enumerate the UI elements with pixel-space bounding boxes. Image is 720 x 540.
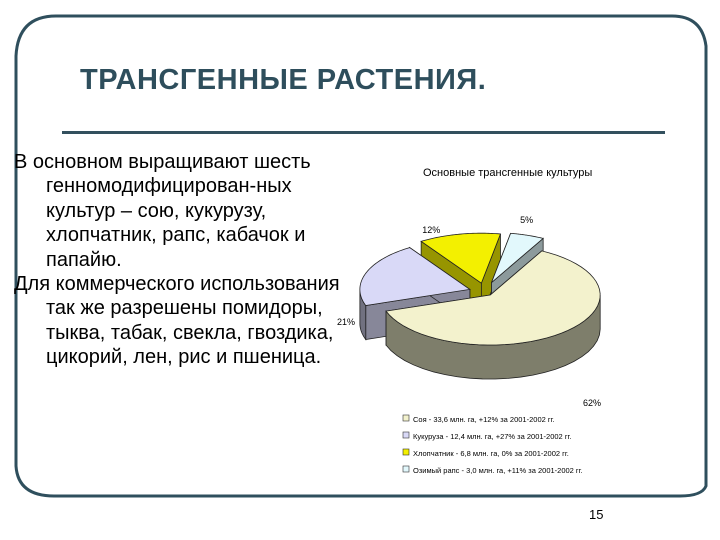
legend-swatch-3 bbox=[403, 449, 409, 455]
legend-item-4 bbox=[403, 466, 583, 475]
pie-value-label-2: 21% bbox=[336, 317, 355, 328]
legend-swatch-2 bbox=[403, 432, 409, 438]
legend-item-2 bbox=[403, 432, 571, 441]
chart-title: Основные трансгенные культуры bbox=[423, 167, 593, 179]
title-divider bbox=[62, 131, 665, 134]
legend-item-1 bbox=[403, 415, 555, 424]
slide-body bbox=[14, 150, 344, 370]
page-number: 15 bbox=[589, 507, 604, 522]
legend-swatch-1 bbox=[403, 415, 409, 421]
body-paragraph-1: В основном выращивают шесть генномодифицирован-ных культур – сою, кукурузу, хлопчатник, рапс, кабачок и папайю. bbox=[14, 151, 311, 271]
legend-swatch-4 bbox=[403, 466, 409, 472]
legend-label-3: Хлопчатник - 6,8 млн. га, 0% за 2001-2002 гг. bbox=[413, 449, 569, 458]
legend-label-2: Кукуруза - 12,4 млн. га, +27% за 2001-2002 гг. bbox=[413, 432, 572, 441]
chart-legend bbox=[403, 415, 583, 475]
slide-title: ТРАНСГЕННЫЕ РАСТЕНИЯ. bbox=[80, 64, 487, 96]
legend-item-3 bbox=[403, 449, 569, 458]
pie-value-label-4: 5% bbox=[520, 215, 534, 226]
pie-value-label-1: 62% bbox=[582, 398, 601, 409]
legend-label-1: Соя - 33,6 млн. га, +12% за 2001-2002 гг. bbox=[413, 415, 555, 424]
pie-chart bbox=[336, 150, 630, 495]
body-paragraph-2: Для коммерческого использования так же разрешены помидоры, тыква, табак, свекла, гвоздика, цикорий, лен, рис и пшеница. bbox=[14, 273, 340, 369]
legend-label-4: Озимый рапс - 3,0 млн. га, +11% за 2001-2002 гг. bbox=[413, 466, 583, 475]
pie-value-label-3: 12% bbox=[422, 225, 441, 236]
pie-slices bbox=[360, 233, 600, 379]
